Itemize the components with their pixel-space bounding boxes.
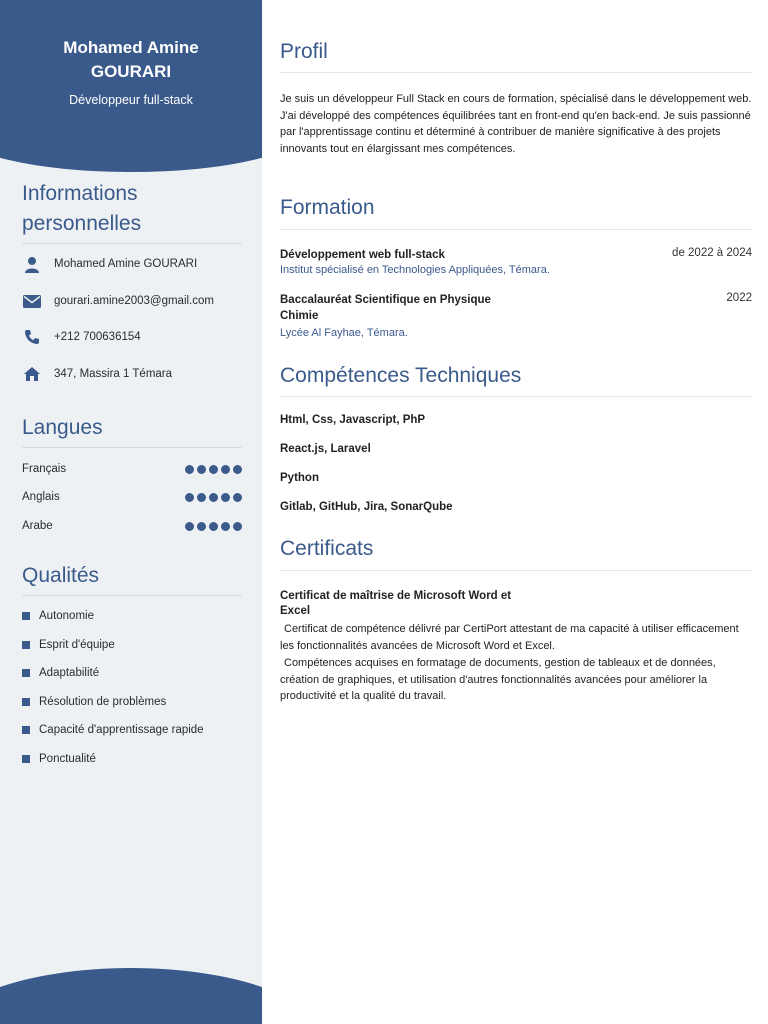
skills-title: Compétences Techniques <box>280 364 522 387</box>
level-dot <box>185 465 194 474</box>
quality-item <box>22 694 252 710</box>
bullet-square-icon <box>22 612 30 620</box>
qualities-title: Qualités <box>22 564 100 587</box>
level-dot <box>209 465 218 474</box>
quality-label: Capacité d'apprentissage rapide <box>39 724 204 736</box>
education-item-title <box>280 292 491 324</box>
bullet-square-icon <box>22 641 30 649</box>
education-title: Formation <box>280 196 375 219</box>
level-dot <box>221 493 230 502</box>
level-dot <box>185 493 194 502</box>
name-line-2: GOURARI <box>90 62 172 81</box>
quality-item <box>22 608 252 624</box>
quality-label: Esprit d'équipe <box>39 639 115 651</box>
certificate-title-line: Excel <box>280 605 311 617</box>
info-name: Mohamed Amine GOURARI <box>54 258 198 270</box>
personal-info-title <box>22 179 242 239</box>
level-dot <box>185 522 194 531</box>
language-name: Français <box>22 463 67 475</box>
personal-info-divider <box>22 243 242 244</box>
certificates-title: Certificats <box>280 537 374 560</box>
candidate-name <box>0 36 262 84</box>
profile-text: Je suis un développeur Full Stack en cours de formation, spécialisé dans le développement web. J'ai développé des compétences équilibrées tant en front-end qu'en back-end. Je suis passionné par l'apprentissage continu et déterminé à contribuer de manière significative à des projets innovants tout en élargissant mes compétences. <box>280 93 752 155</box>
quality-label: Adaptabilité <box>39 667 100 679</box>
personal-info-title-line-2: personnelles <box>22 212 142 235</box>
level-dot <box>197 465 206 474</box>
info-row-address <box>22 364 252 384</box>
info-row-name <box>22 254 252 274</box>
level-dot <box>233 522 242 531</box>
certificate-description: Certificat de compétence délivré par CertiPort attestant de ma capacité à utiliser efficacement les fonctionnalités avancées de Microsoft Word et Excel. <box>280 623 739 652</box>
level-dot <box>233 465 242 474</box>
name-line-1: Mohamed Amine <box>63 38 199 57</box>
bullet-square-icon <box>22 669 30 677</box>
quality-label: Résolution de problèmes <box>39 696 167 708</box>
bullet-square-icon <box>22 755 30 763</box>
certificate-item-title <box>280 589 580 619</box>
level-dot <box>233 493 242 502</box>
sidebar <box>0 0 262 1024</box>
certificates-divider <box>280 570 752 571</box>
personal-info-title-line-1: Informations <box>22 182 138 205</box>
education-item-date: de 2022 à 2024 <box>672 247 752 259</box>
sidebar-footer-curve <box>0 968 262 1024</box>
level-dot <box>221 465 230 474</box>
languages-divider <box>22 447 242 448</box>
profile-divider <box>280 72 752 73</box>
skill-item: Python <box>280 472 319 484</box>
skill-item: Gitlab, GitHub, Jira, SonarQube <box>280 501 453 513</box>
skill-item: Html, Css, Javascript, PhP <box>280 414 426 426</box>
languages-title: Langues <box>22 416 103 439</box>
info-email[interactable]: gourari.amine2003@gmail.com <box>54 295 214 307</box>
info-row-phone <box>22 327 252 347</box>
education-item-school: Lycée Al Fayhae, Témara. <box>280 327 408 339</box>
bullet-square-icon <box>22 698 30 706</box>
info-row-email <box>22 291 252 311</box>
job-title: Développeur full-stack <box>69 93 193 107</box>
bullet-square-icon <box>22 726 30 734</box>
certificate-skills-description: Compétences acquises en formatage de documents, gestion de tableaux et de données, création de graphiques, et utilisation d'autres fonctionnalités avancées pour améliorer la productivité et la qualité du travail. <box>280 657 716 702</box>
quality-label: Autonomie <box>39 610 94 622</box>
phone-icon <box>22 328 42 346</box>
level-dot <box>209 493 218 502</box>
qualities-divider <box>22 595 242 596</box>
level-dot <box>197 493 206 502</box>
education-title-line: Baccalauréat Scientifique en Physique <box>280 294 491 306</box>
skills-divider <box>280 396 752 397</box>
language-level <box>185 465 242 474</box>
home-icon <box>22 365 42 383</box>
level-dot <box>197 522 206 531</box>
education-divider <box>280 229 752 230</box>
info-phone[interactable]: +212 700636154 <box>54 331 141 343</box>
info-address: 347, Massira 1 Témara <box>54 368 173 380</box>
profile-title: Profil <box>280 40 328 63</box>
level-dot <box>221 522 230 531</box>
quality-item <box>22 637 252 653</box>
education-title-line: Chimie <box>280 310 319 322</box>
quality-item <box>22 722 252 738</box>
education-item-title <box>280 247 445 263</box>
language-level <box>185 493 242 502</box>
education-item-date: 2022 <box>726 292 752 304</box>
language-name: Anglais <box>22 491 60 503</box>
language-level <box>185 522 242 531</box>
user-icon <box>22 255 42 273</box>
education-title-line: Développement web full-stack <box>280 249 445 261</box>
skill-item: React.js, Laravel <box>280 443 371 455</box>
education-item-school: Institut spécialisé en Technologies Appliquées, Témara. <box>280 264 550 276</box>
language-row <box>22 518 242 534</box>
envelope-icon <box>22 292 42 310</box>
quality-label: Ponctualité <box>39 753 96 765</box>
language-row <box>22 461 242 477</box>
level-dot <box>209 522 218 531</box>
quality-item <box>22 751 252 767</box>
language-row <box>22 489 242 505</box>
quality-item <box>22 665 252 681</box>
certificate-title-line: Certificat de maîtrise de Microsoft Word et <box>280 590 512 602</box>
language-name: Arabe <box>22 520 53 532</box>
